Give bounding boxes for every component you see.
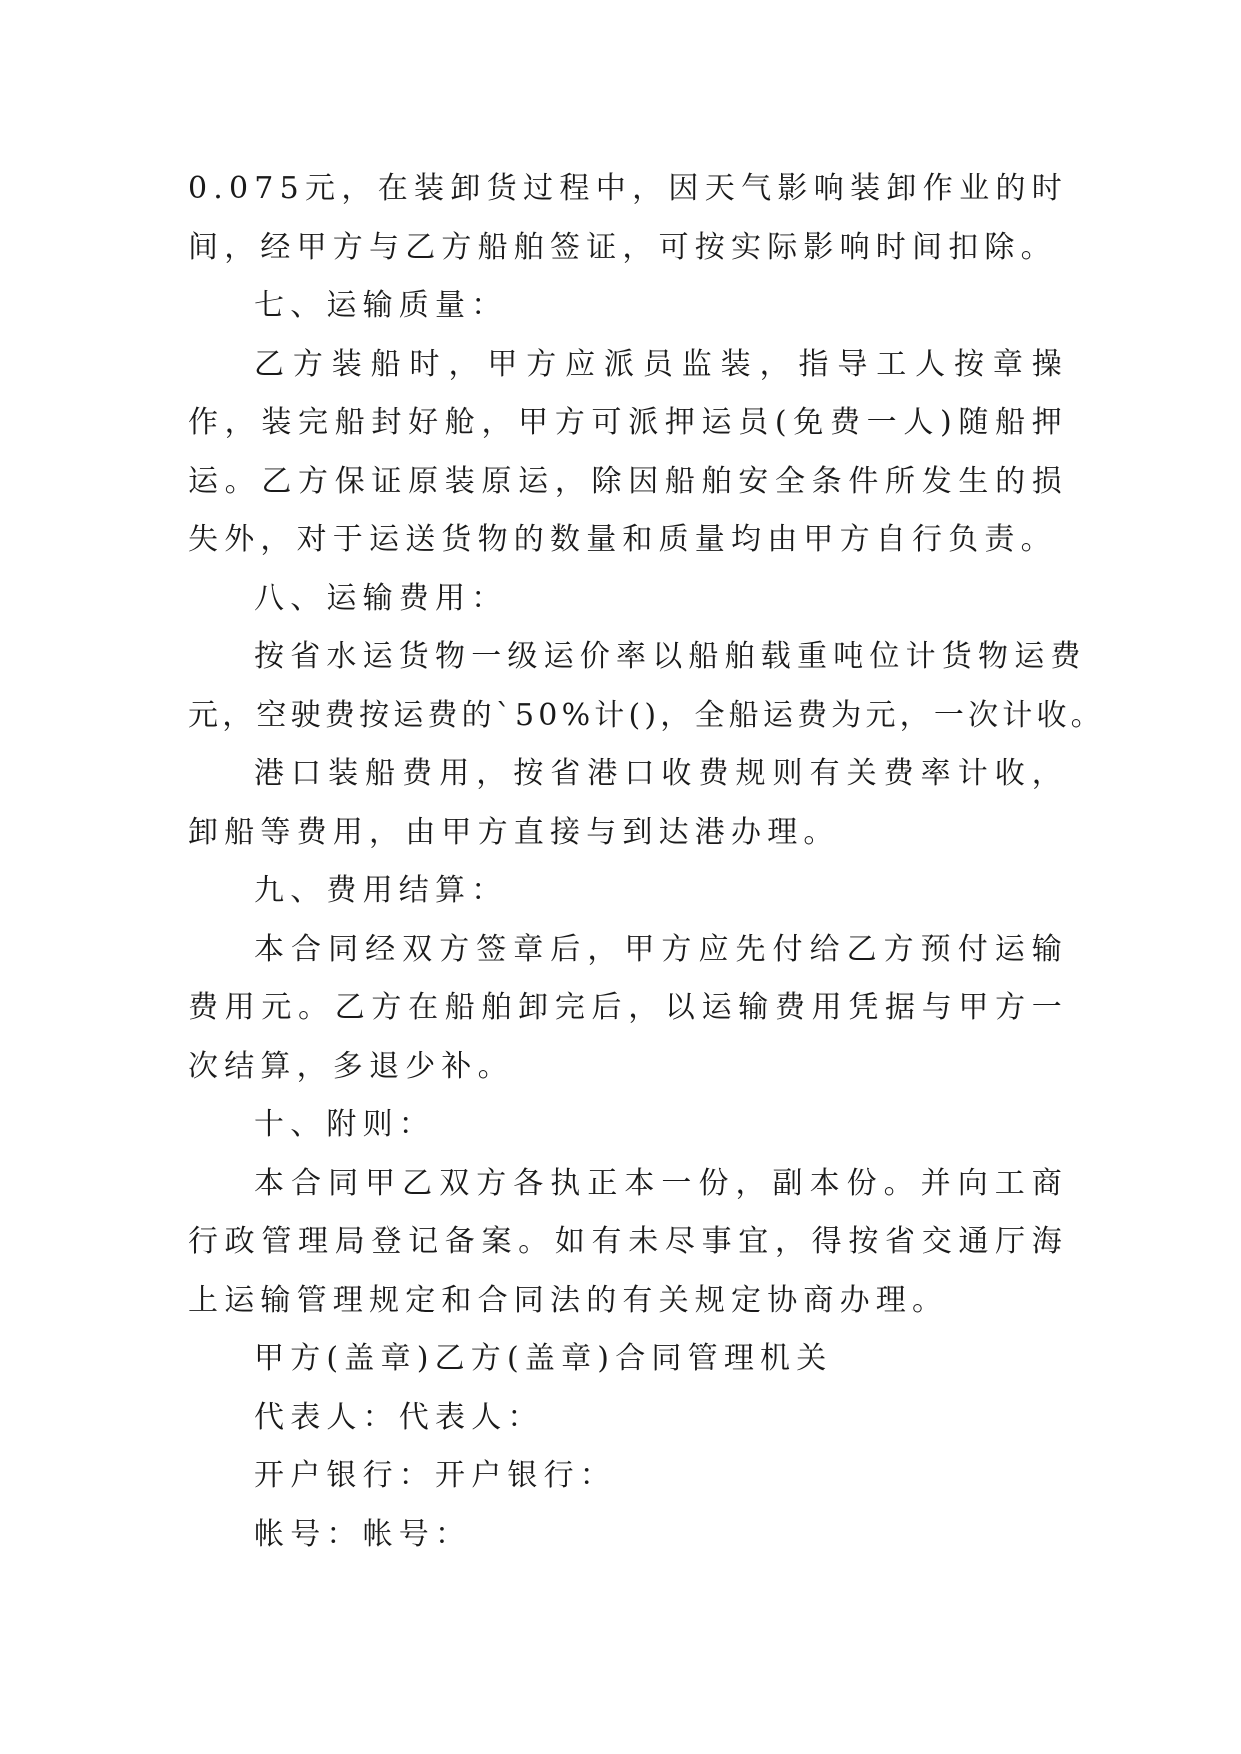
paragraph-settlement: 本合同经双方签章后，甲方应先付给乙方预付运输费用元。乙方在船舶卸完后，以运输费用凭据与甲方一次结算，多退少补。 <box>188 931 1068 1084</box>
section-heading-transport-cost: 八、运输费用： <box>254 580 508 616</box>
paragraph-transport-quality: 乙方装船时，甲方应派员监装，指导工人按章操作，装完船封好舱，甲方可派押运员(免费一人)随船押运。乙方保证原装原运，除因船舶安全条件所发生的损失外，对于运送货物的数量和质量均由甲方自行负责。 <box>188 346 1068 557</box>
paragraph-fee-continuation: 0.075元，在装卸货过程中，因天气影响装卸作业的时间，经甲方与乙方船舶签证，可按实际影响时间扣除。 <box>188 171 1068 265</box>
signature-bank-line: 开户银行：开户银行： <box>254 1458 616 1493</box>
signature-representative-line: 代表人：代表人： <box>254 1399 544 1435</box>
paragraph-freight-total: 元，空驶费按运费的`50%计()，全船运费为元，一次计收。 <box>188 697 1105 733</box>
section-heading-settlement: 九、费用结算： <box>254 873 508 908</box>
paragraph-port-fees: 港口装船费用，按省港口收费规则有关费率计收，卸船等费用，由甲方直接与到达港办理。 <box>188 756 1068 850</box>
signature-account-line: 帐号：帐号： <box>254 1516 472 1552</box>
signature-parties-line: 甲方(盖章)乙方(盖章)合同管理机关 <box>254 1341 833 1376</box>
paragraph-freight-rate: 按省水运货物一级运价率以船舶载重吨位计货物运费 <box>254 639 1087 674</box>
paragraph-supplementary: 本合同甲乙双方各执正本一份，副本份。并向工商行政管理局登记备案。如有未尽事宜，得按省交通厅海上运输管理规定和合同法的有关规定协商办理。 <box>188 1165 1068 1318</box>
document-body <box>188 160 1105 1564</box>
section-heading-transport-quality: 七、运输质量： <box>254 288 508 323</box>
section-heading-supplementary: 十、附则： <box>254 1107 435 1142</box>
